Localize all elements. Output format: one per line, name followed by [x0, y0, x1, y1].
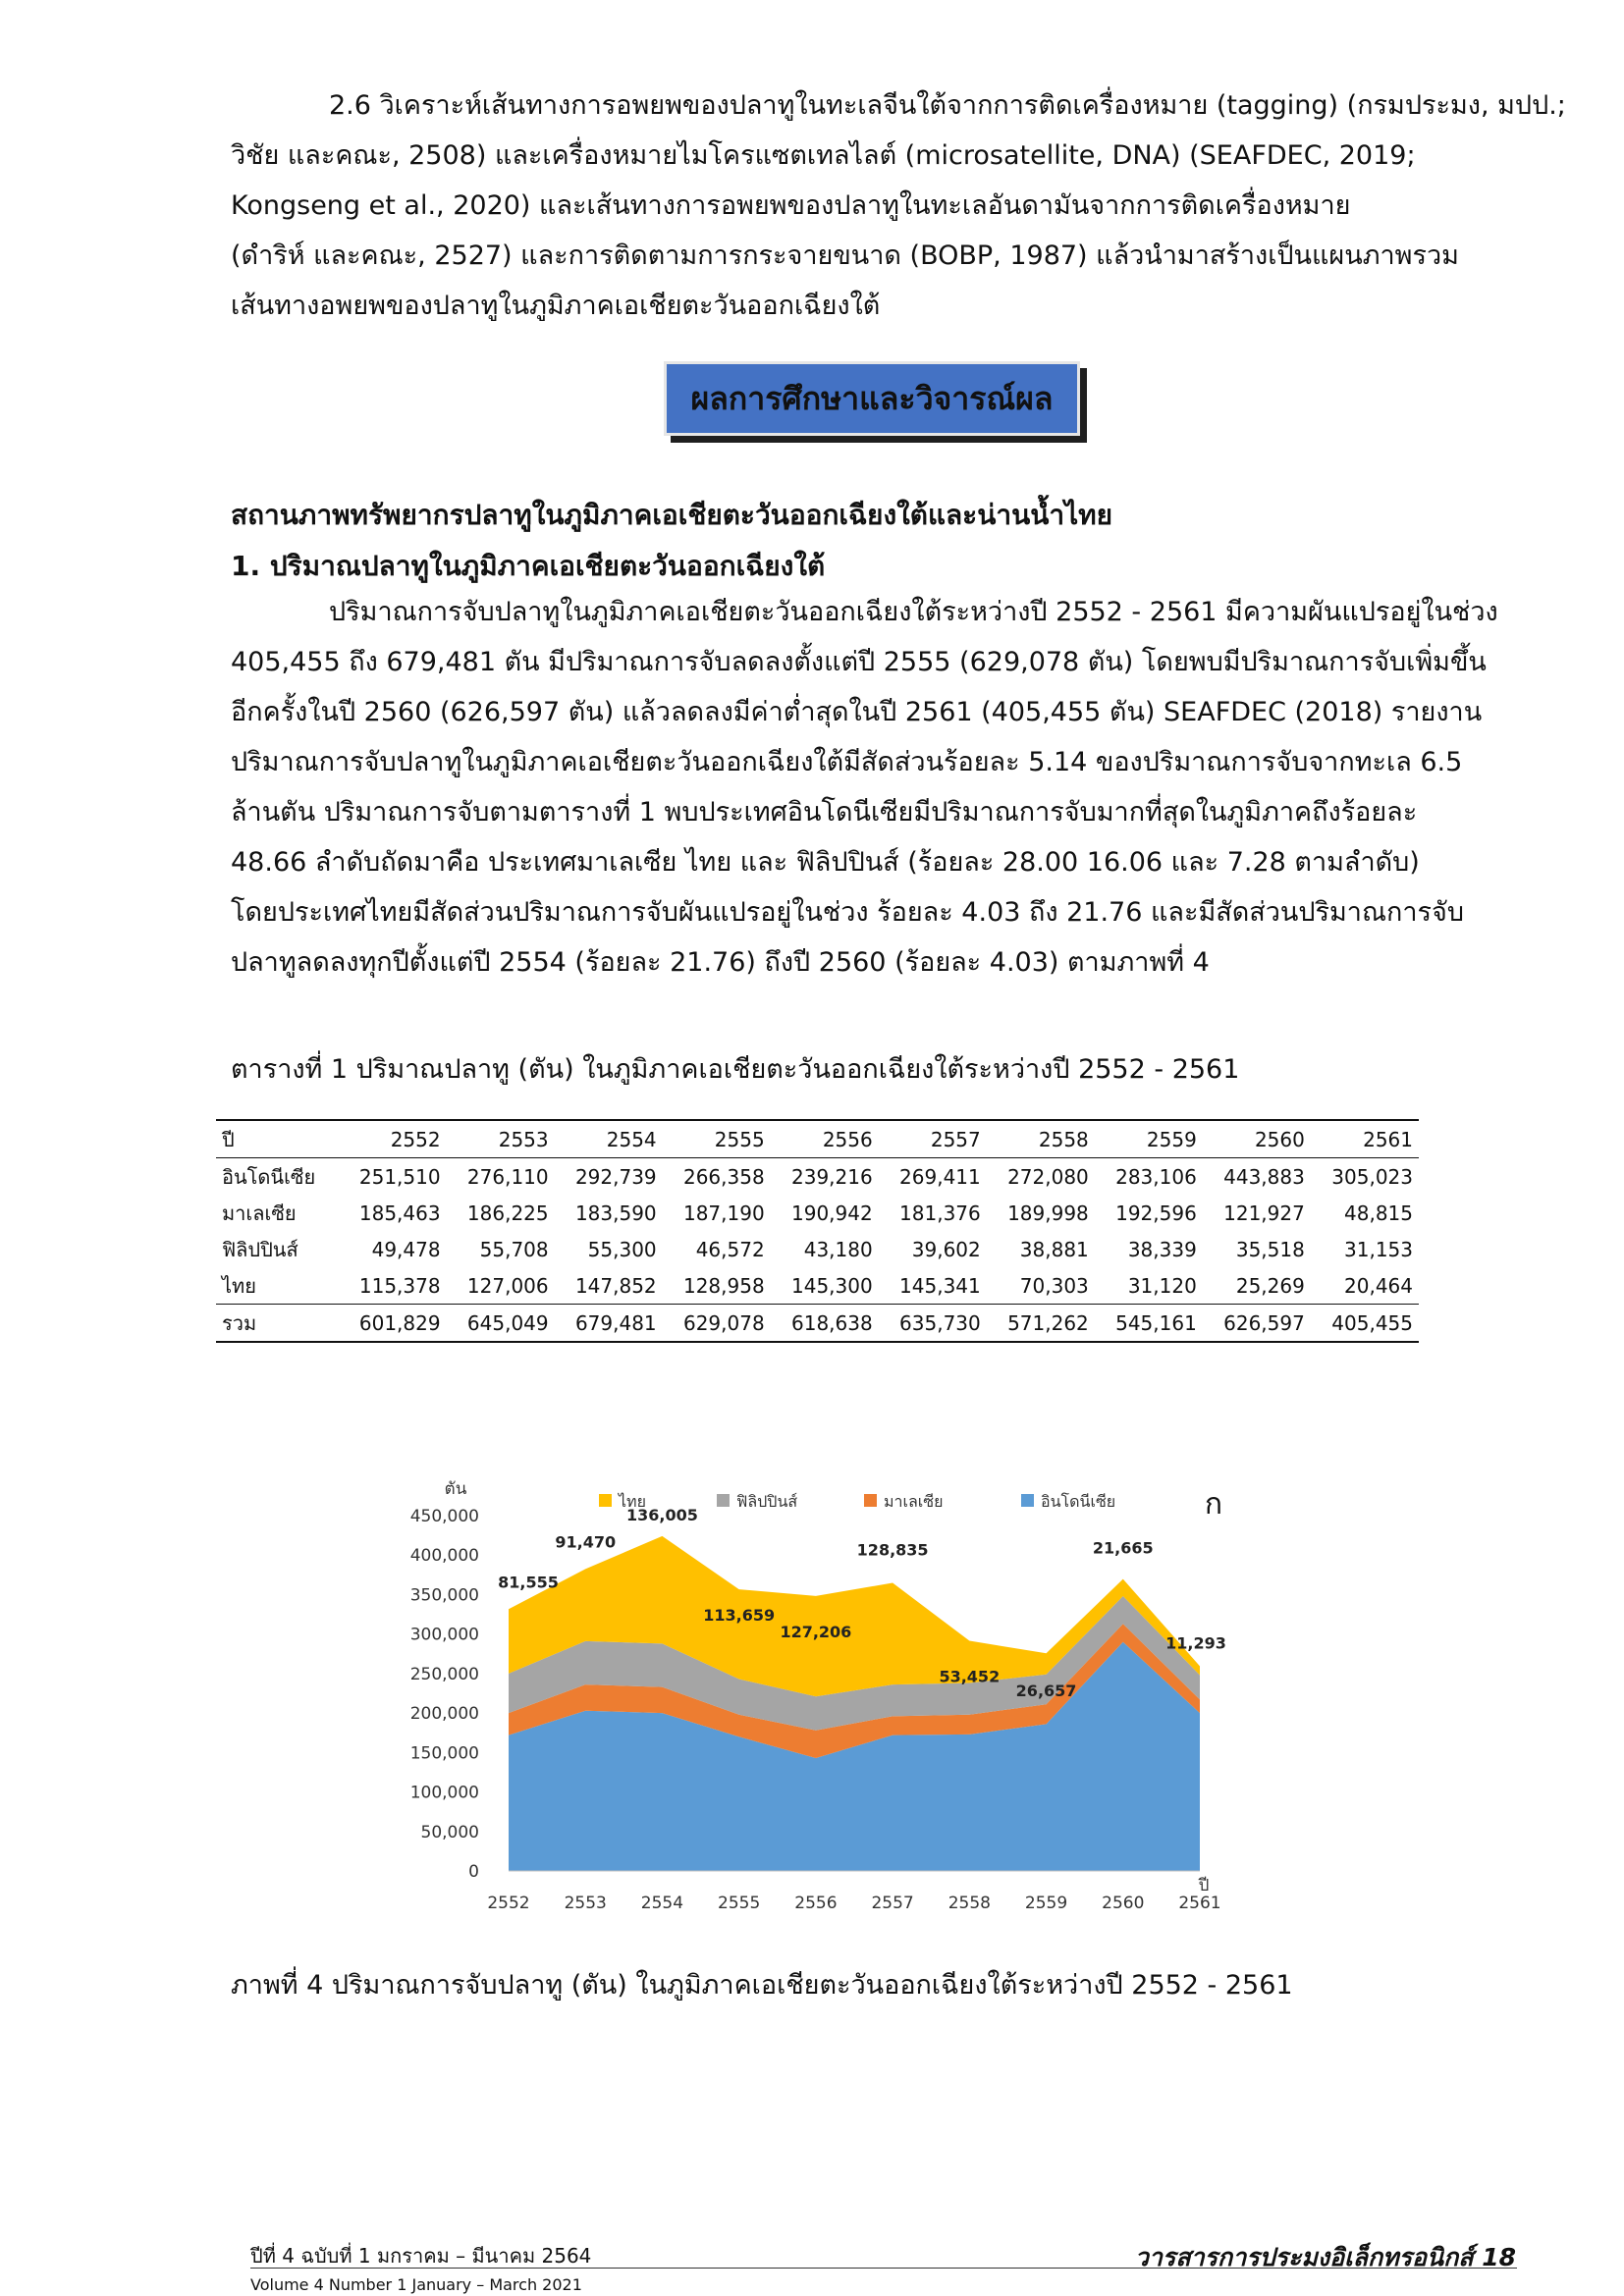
table-cell: 48,815: [1344, 1201, 1413, 1225]
text-line: ปริมาณการจับปลาทูในภูมิภาคเอเชียตะวันออกเฉียงใต้มีสัดส่วนร้อยละ 5.14 ของปริมาณการจับจากทะเล 6.5: [231, 747, 1463, 777]
table-cell: 251,510: [358, 1164, 441, 1189]
text-line: วิชัย และคณะ, 2508) และเครื่องหมายไมโครแซตเทลไลต์ (microsatellite, DNA) (SEAFDEC, 2019;: [231, 140, 1416, 171]
y-tick-label: 0: [468, 1862, 479, 1882]
table-cell: 38,339: [1127, 1237, 1197, 1261]
text-line: ปลาทูลดลงทุกปีตั้งแต่ปี 2554 (ร้อยละ 21.76) ถึงปี 2560 (ร้อยละ 4.03) ตามภาพที่ 4: [231, 947, 1210, 978]
paragraph-2-6: [231, 80, 1566, 331]
table-row: [216, 1267, 1419, 1305]
table-header: 2557: [930, 1127, 981, 1151]
table-cell: 272,080: [1007, 1164, 1089, 1189]
legend-swatch: [599, 1494, 612, 1507]
section-banner: ผลการศึกษาและวิจารณ์ผล: [664, 361, 1080, 436]
text-line: Kongseng et al., 2020) และเส้นทางการอพยพของปลาทูในทะเลอันดามันจากการติดเครื่องหมาย: [231, 190, 1351, 221]
heading-status: สถานภาพทรัพยากรปลาทูในภูมิภาคเอเชียตะวันออกเฉียงใต้และน่านน้ำไทย: [231, 499, 1113, 531]
table-cell: 266,358: [682, 1164, 765, 1189]
footer-issue-en: Volume 4 Number 1 January – March 2021: [250, 2275, 582, 2294]
table-header: ปี: [222, 1127, 235, 1151]
table-cell: 292,739: [574, 1164, 657, 1189]
x-tick-label: 2555: [718, 1894, 761, 1913]
data-label: 11,293: [1165, 1633, 1226, 1653]
footer-journal: วารสารการประมงอิเล็กทรอนิกส์ 18: [1134, 2243, 1516, 2271]
table-cell: 618,638: [791, 1310, 873, 1335]
table-cell: 55,708: [479, 1237, 549, 1261]
table-cell: 115,378: [358, 1273, 441, 1298]
catch-table: [216, 1119, 1419, 1343]
table-cell: 31,120: [1127, 1273, 1197, 1298]
x-tick-label: 2561: [1178, 1894, 1221, 1913]
text-line: 2.6 วิเคราะห์เส้นทางการอพยพของปลาทูในทะเลจีนใต้จากการติดเครื่องหมาย (tagging) (กรมประมง, มปป.;: [329, 90, 1566, 121]
text-line: 48.66 ลำดับถัดมาคือ ประเทศมาเลเซีย ไทย และ ฟิลิปปินส์ (ร้อยละ 28.00 16.06 และ 7.28 ตามลำดับ): [231, 847, 1420, 878]
legend-label: อินโดนีเซีย: [1041, 1492, 1116, 1511]
data-label: 21,665: [1092, 1538, 1154, 1558]
table-cell: 46,572: [695, 1237, 765, 1261]
table-cell: 20,464: [1344, 1273, 1413, 1298]
table-cell: 239,216: [791, 1164, 873, 1189]
data-label: 136,005: [626, 1505, 698, 1524]
y-tick-label: 250,000: [409, 1664, 479, 1684]
x-tick-label: 2560: [1102, 1894, 1145, 1913]
x-tick-label: 2557: [871, 1894, 914, 1913]
x-tick-label: 2559: [1024, 1894, 1068, 1913]
text-line: อีกครั้งในปี 2560 (626,597 ตัน) แล้วลดลงมีค่าต่ำสุดในปี 2561 (405,455 ตัน) SEAFDEC (2018) รายงาน: [231, 697, 1483, 727]
table-header: 2553: [498, 1127, 549, 1151]
table-cell: 305,023: [1331, 1164, 1413, 1189]
data-label: 128,835: [856, 1540, 929, 1560]
table-cell: 70,303: [1019, 1273, 1089, 1298]
table-cell: 145,300: [791, 1273, 873, 1298]
table-header: 2560: [1254, 1127, 1305, 1151]
table-cell: 626,597: [1223, 1310, 1305, 1335]
y-tick-label: 300,000: [409, 1625, 479, 1645]
table-header: 2554: [606, 1127, 657, 1151]
table-cell: 43,180: [803, 1237, 873, 1261]
y-tick-label: 400,000: [409, 1546, 479, 1567]
data-label: 26,657: [1015, 1682, 1077, 1701]
table-cell: 186,225: [466, 1201, 549, 1225]
text-line: โดยประเทศไทยมีสัดส่วนปริมาณการจับผันแปรอยู่ในช่วง ร้อยละ 4.03 ถึง 21.76 และมีสัดส่วนปริมาณการจับ: [231, 897, 1464, 928]
x-tick-label: 2552: [487, 1894, 530, 1913]
table-cell: 121,927: [1223, 1201, 1305, 1225]
table-header: 2552: [390, 1127, 441, 1151]
text-line: เส้นทางอพยพของปลาทูในภูมิภาคเอเชียตะวันออกเฉียงใต้: [231, 291, 881, 321]
catch-area-chart: [393, 1465, 1257, 1936]
footer-rule: [250, 2268, 1517, 2269]
table-cell: 276,110: [466, 1164, 549, 1189]
figure-caption: ภาพที่ 4 ปริมาณการจับปลาทู (ตัน) ในภูมิภาคเอเชียตะวันออกเฉียงใต้ระหว่างปี 2552 - 2561: [231, 1970, 1293, 2001]
table-cell: 405,455: [1331, 1310, 1413, 1335]
table-cell: 39,602: [911, 1237, 981, 1261]
legend-label: มาเลเซีย: [884, 1492, 944, 1511]
text-line: 405,455 ถึง 679,481 ตัน มีปริมาณการจับลดลงตั้งแต่ปี 2555 (629,078 ตัน) โดยพบมีปริมาณการจับเพิ่มขึ้น: [231, 647, 1487, 677]
data-label: 81,555: [498, 1573, 559, 1592]
table-header: 2555: [714, 1127, 765, 1151]
table-cell: รวม: [222, 1310, 257, 1335]
table-header: 2556: [822, 1127, 873, 1151]
table-cell: 187,190: [682, 1201, 765, 1225]
table-cell: 601,829: [358, 1310, 441, 1335]
table-cell: 645,049: [466, 1310, 549, 1335]
paragraph-1: [231, 587, 1512, 988]
legend-label: ฟิลิปปินส์: [736, 1492, 798, 1511]
table-cell: 185,463: [358, 1201, 441, 1225]
table-cell: ไทย: [222, 1273, 256, 1298]
table-cell: 127,006: [466, 1273, 549, 1298]
data-label: 53,452: [939, 1667, 1001, 1686]
table-header: 2561: [1363, 1127, 1413, 1151]
table-cell: 25,269: [1235, 1273, 1305, 1298]
table-cell: 145,341: [899, 1273, 981, 1298]
x-tick-label: 2553: [564, 1894, 607, 1913]
table-cell: 269,411: [899, 1164, 981, 1189]
table-row: [216, 1158, 1419, 1196]
table-cell: 147,852: [574, 1273, 657, 1298]
data-label: 91,470: [555, 1532, 617, 1552]
y-tick-label: 450,000: [409, 1507, 479, 1526]
table-cell: 128,958: [682, 1273, 765, 1298]
table-row: [216, 1195, 1419, 1231]
x-axis-title: ปี: [1198, 1876, 1210, 1896]
table-cell: 283,106: [1115, 1164, 1197, 1189]
y-tick-label: 350,000: [409, 1585, 479, 1606]
table-body: [216, 1158, 1419, 1305]
table-cell: 571,262: [1007, 1310, 1089, 1335]
x-tick-label: 2558: [947, 1894, 991, 1913]
table-cell: อินโดนีเซีย: [222, 1164, 316, 1189]
panel-label: ก: [1204, 1487, 1223, 1522]
y-tick-label: 150,000: [409, 1743, 479, 1764]
text-line: ล้านตัน ปริมาณการจับตามตารางที่ 1 พบประเทศอินโดนีเซียมีปริมาณการจับมากที่สุดในภูมิภาคถึงร้อยละ: [231, 797, 1418, 828]
footer-issue-th: ปีที่ 4 ฉบับที่ 1 มกราคม – มีนาคม 2564: [250, 2244, 592, 2268]
table-total-row: [216, 1305, 1419, 1343]
text-line: (ดำริห์ และคณะ, 2527) และการติดตามการกระจายขนาด (BOBP, 1987) แล้วนำมาสร้างเป็นแผนภาพรวม: [231, 240, 1459, 271]
y-tick-label: 50,000: [420, 1822, 479, 1842]
text-line: ปริมาณการจับปลาทูในภูมิภาคเอเชียตะวันออกเฉียงใต้ระหว่างปี 2552 - 2561 มีความผันแปรอยู่ในช่วง: [329, 597, 1498, 627]
data-label: 127,206: [780, 1622, 852, 1641]
x-tick-label: 2554: [640, 1894, 684, 1913]
table-cell: 635,730: [899, 1310, 981, 1335]
table-cell: 192,596: [1115, 1201, 1197, 1225]
table-cell: 31,153: [1344, 1237, 1413, 1261]
data-label: 113,659: [703, 1606, 776, 1626]
y-axis-title: ตัน: [444, 1479, 467, 1499]
table-cell: 443,883: [1223, 1164, 1305, 1189]
x-tick-label: 2556: [794, 1894, 838, 1913]
table-cell: มาเลเซีย: [222, 1201, 297, 1225]
table-cell: 55,300: [587, 1237, 657, 1261]
table-header: 2559: [1146, 1127, 1197, 1151]
heading-1: 1. ปริมาณปลาทูในภูมิภาคเอเชียตะวันออกเฉียงใต้: [231, 550, 826, 582]
table-row: [216, 1231, 1419, 1267]
legend-swatch: [1021, 1494, 1034, 1507]
table-cell: 49,478: [371, 1237, 441, 1261]
table-cell: 190,942: [791, 1201, 873, 1225]
legend-swatch: [864, 1494, 877, 1507]
table-cell: 545,161: [1115, 1310, 1197, 1335]
y-tick-label: 200,000: [409, 1704, 479, 1725]
table-header: 2558: [1038, 1127, 1089, 1151]
table-cell: 38,881: [1019, 1237, 1089, 1261]
y-tick-label: 100,000: [409, 1783, 479, 1803]
table-header-row: [216, 1120, 1419, 1158]
legend-label: ไทย: [619, 1492, 646, 1511]
table-cell: 35,518: [1235, 1237, 1305, 1261]
table-cell: 629,078: [682, 1310, 765, 1335]
table-cell: 181,376: [899, 1201, 981, 1225]
table-cell: ฟิลิปปินส์: [222, 1237, 298, 1261]
table-cell: 189,998: [1007, 1201, 1089, 1225]
legend-swatch: [717, 1494, 730, 1507]
table-caption: ตารางที่ 1 ปริมาณปลาทู (ตัน) ในภูมิภาคเอเชียตะวันออกเฉียงใต้ระหว่างปี 2552 - 2561: [231, 1054, 1240, 1085]
table-cell: 679,481: [574, 1310, 657, 1335]
table-cell: 183,590: [574, 1201, 657, 1225]
